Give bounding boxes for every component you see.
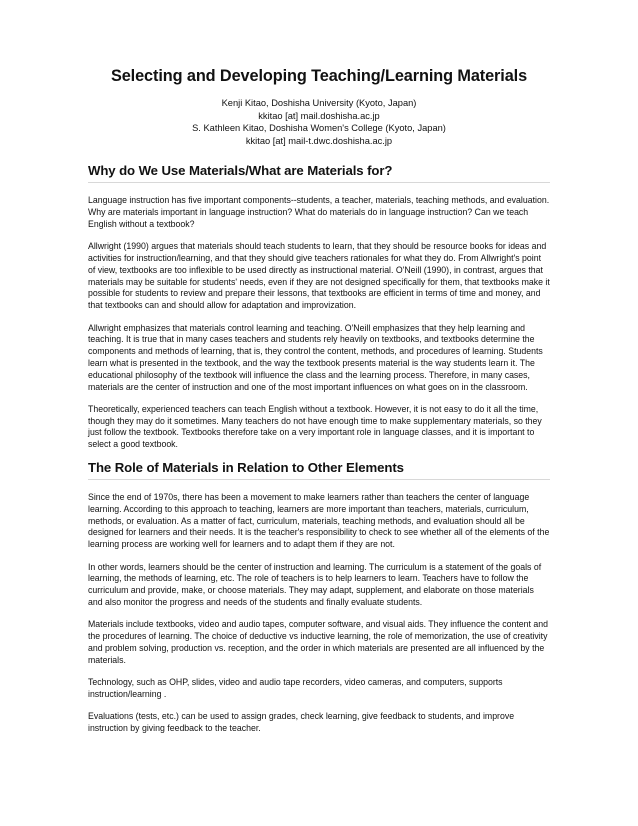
paragraph: Theoretically, experienced teachers can teach English without a textbook. However, it is not easy to do it all the time, though they may do it sometimes. Many teachers do not have enough time to make supplementary materials, so they just follow the textbook. Textbooks therefore take on a very important role in language classes, and it is important to select a good textbook. — [88, 403, 542, 450]
author-line: Kenji Kitao, Doshisha University (Kyoto, Japan) — [221, 98, 417, 108]
page-title: Selecting and Developing Teaching/Learning Materials — [110, 67, 528, 85]
paragraph: Allwright emphasizes that materials control learning and teaching. O'Neill emphasizes that they help learning and teaching. It is true that in many cases teachers and students rely heavily on textbooks, and textbooks determine the components and methods of learning, that is, they control the content, methods, and procedures of learning. Students learn what is presented in the textbook, and the way the textbook presents material is the way students learn it. The educational philosophy of the textbook will influence the class and the learning process. Therefore, in many cases, materials are the center of instruction and one of the most important influences on what goes on in the classroom. — [88, 322, 543, 392]
paragraph: Allwright (1990) argues that materials should teach students to learn, that they should be resource books for ideas and activities for instruction/learning, and that they should give teachers rationales for what they do. From Allwright's point of view, textbooks are too inflexible to be used directly as instructional material. O'Neill (1990), in contrast, argues that materials may be suitable for students' needs, even if they are not designed specifically for them, that textbooks make it possible for students to review and prepare their lessons, that textbooks are efficient in terms of time and money, and that textbooks can and should allow for adaptation and improvization. — [88, 241, 550, 311]
paragraph: Evaluations (tests, etc.) can be used to assign grades, check learning, give feedback to students, and improve instruction by giving feedback to the teacher. — [88, 710, 515, 733]
paragraph: Language instruction has five important components--students, a teacher, materials, teaching methods, and evaluation. Why are materials important in language instruction? What do materials do in language instruction? Can we teach English without a textbook? — [88, 195, 550, 229]
document-page — [88, 66, 550, 735]
author-email-line: kkitao [at] mail-t.dwc.doshisha.ac.jp — [245, 135, 393, 146]
paragraph: In other words, learners should be the center of instruction and learning. The curriculum is a statement of the goals of learning, the methods of learning, etc. The role of teachers is to help learners to learn. Teachers have to follow the curriculum and provide, make, or choose materials. They may adapt, supplement, and elaborate on those materials and also monitor the progress and needs of the students and finally evaluate students. — [88, 561, 542, 607]
section-heading: Why do We Use Materials/What are Materials for? — [88, 162, 550, 183]
paragraph: Technology, such as OHP, slides, video and audio tape recorders, video cameras, and computers, supports instruction/learning . — [88, 676, 503, 699]
author-block — [88, 97, 550, 147]
paragraph: Materials include textbooks, video and audio tapes, computer software, and visual aids. They influence the content and the procedures of learning. The choice of deductive vs inductive learning, the role of memorization, the use of creativity and problem solving, production vs. reception, and the order in which materials are presented are all influenced by the materials. — [88, 619, 548, 665]
author-email-line: kkitao [at] mail.doshisha.ac.jp — [258, 110, 380, 121]
section-heading: The Role of Materials in Relation to Other Elements — [88, 459, 550, 480]
paragraph: Since the end of 1970s, there has been a movement to make learners rather than teachers the center of language learning. According to this approach to teaching, learners are more important than teachers, materials, curriculum, methods, or evaluation. As a matter of fact, curriculum, materials, teaching methods, and evaluation should all be designed for learners and their needs. It is the teacher's responsibility to check to see whether all of the elements of the learning process are working well for learners and to adapt them if they are not. — [88, 492, 550, 550]
author-line: S. Kathleen Kitao, Doshisha Women's College (Kyoto, Japan) — [192, 123, 446, 134]
